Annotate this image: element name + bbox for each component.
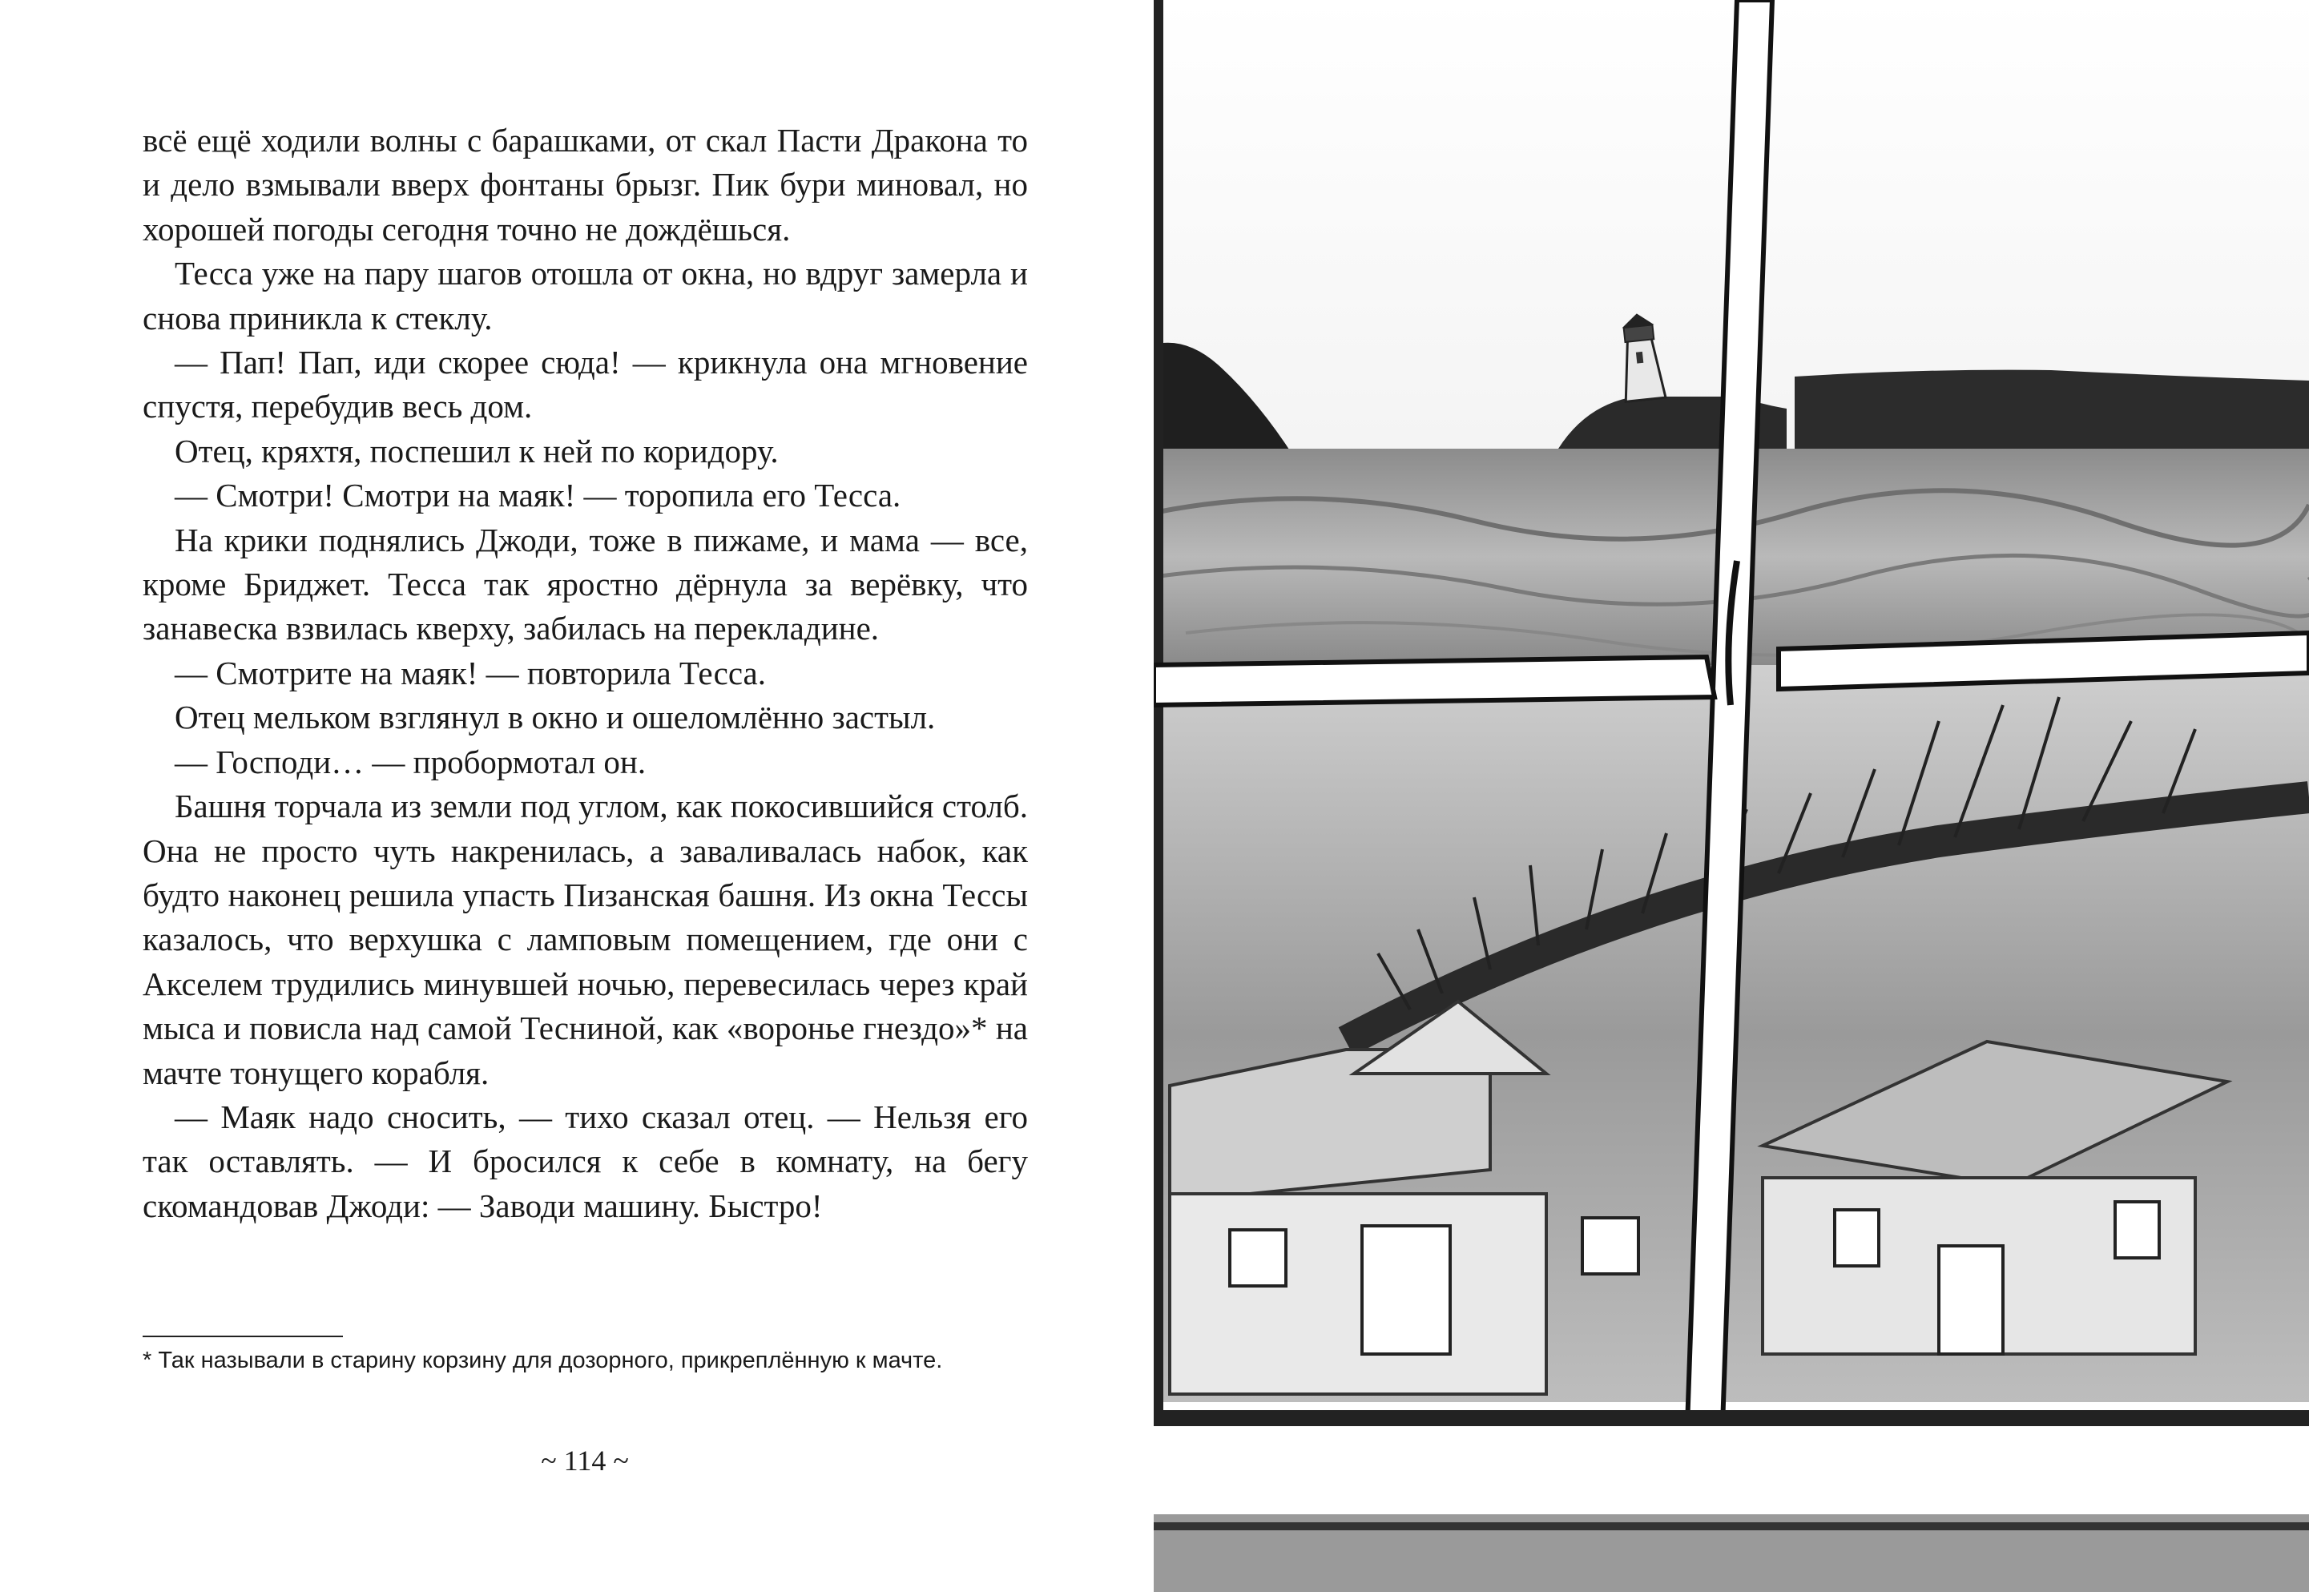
paragraph: На крики поднялись Джоди, тоже в пижаме, и мама — все, кроме Бриджет. Тесса так яростно дёрнула за верёвку, что занавеска взвилась кверху, забилась на перекладине. xyxy=(143,521,1028,647)
paragraph: — Смотрите на маяк! — повторила Тесса. xyxy=(175,654,766,691)
paragraph: всё ещё ходили волны с барашками, от скал Пасти Дракона то и дело взмывали вверх фонтаны брызг. Пик бури миновал, но хорошей погоды сегодня точно не дождёшься. xyxy=(143,122,1028,248)
paragraph: Башня торчала из земли под углом, как покосившийся столб. Она не просто чуть накренилась, а заваливалась набок, как будто наконец решила упасть Пизанская башня. Из окна Тессы казалось, что верхушка с ламповым помещением, где они с Акселем трудились минувшей ночью, перевесилась через край мыса и повисла над самой Тесниной, как «воронье гнездо»* на мачте тонущего корабля. xyxy=(143,788,1028,1091)
paragraph: Отец, кряхтя, поспешил к ней по коридору. xyxy=(175,432,779,470)
footnote-divider xyxy=(143,1336,343,1337)
illustration-drawing xyxy=(1154,0,2309,1592)
text-page xyxy=(0,0,1154,1592)
paragraph: — Смотри! Смотри на маяк! — торопила его Тесса. xyxy=(175,477,901,514)
paragraph: — Маяк надо сносить, — тихо сказал отец. — Нельзя его так оставлять. — И бросился к себе в комнату, на бегу скомандовав Джоди: — Заводи машину. Быстро! xyxy=(143,1098,1028,1224)
paragraph: Отец мельком взглянул в окно и ошеломлённо застыл. xyxy=(175,699,936,736)
paragraph: — Пап! Пап, иди скорее сюда! — крикнула она мгновение спустя, перебудив весь дом. xyxy=(143,344,1028,425)
paragraph: Тесса уже на пару шагов отошла от окна, но вдруг замерла и снова приникла к стеклу. xyxy=(143,255,1028,337)
paragraph: — Господи… — пробормотал он. xyxy=(175,743,647,780)
footnote: * Так называли в старину корзину для дозорного, прикреплённую к мачте. xyxy=(143,1348,943,1373)
page-number: ~ 114 ~ xyxy=(541,1445,629,1477)
window-illustration xyxy=(1154,0,2309,1592)
body-text xyxy=(143,119,1028,1228)
